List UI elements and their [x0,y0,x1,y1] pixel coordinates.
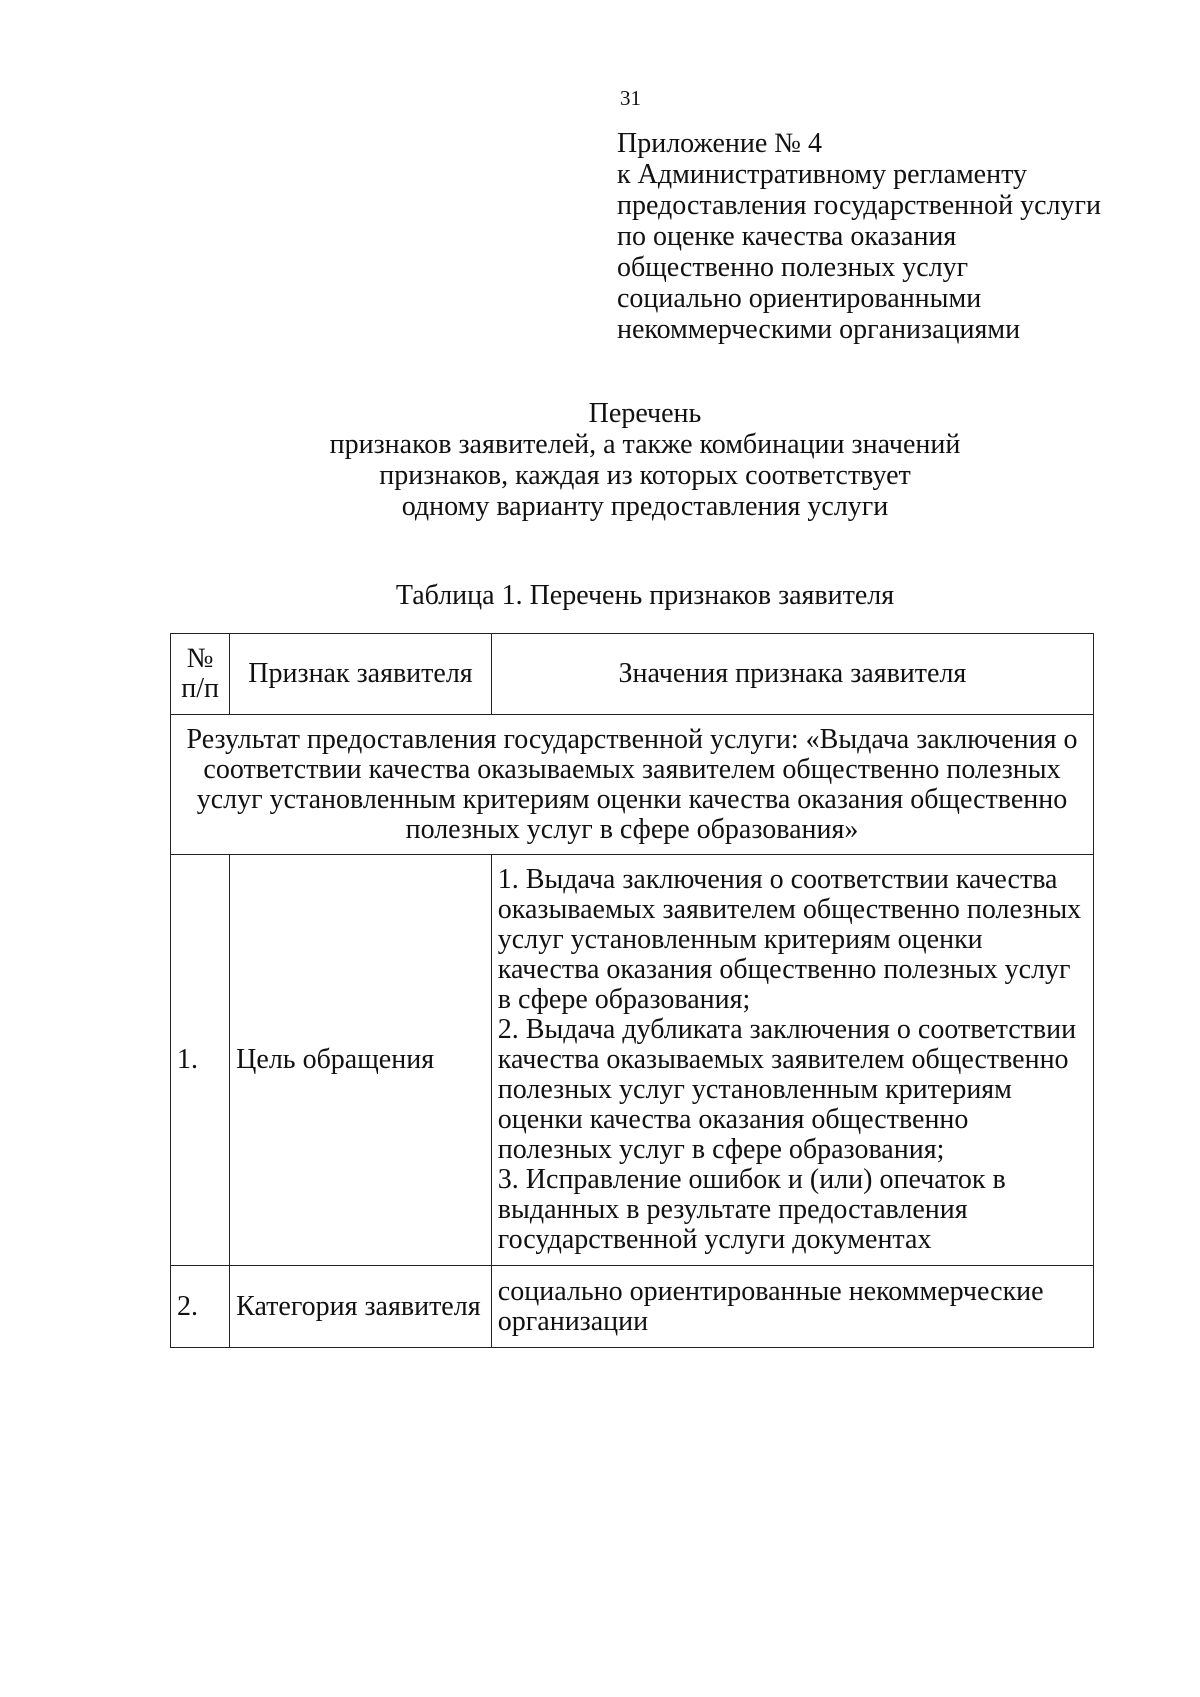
table-header-row [171,634,1094,715]
table-section-row [171,715,1094,855]
heading-line: одному варианту предоставления услуги [401,491,889,522]
table-row [171,855,1094,1266]
row-value-item: 1. Выдача заключения о соответствии качества оказываемых заявителем общественно полезных услуг установленным критериям оценки качества оказания общественно полезных услуг в сфере образования; [497,864,1082,1015]
header-number-line: № [186,643,214,674]
appendix-line: предоставления государственной услуги [617,190,1101,221]
row-number: 1. [171,855,230,1266]
appendix-note [617,128,1101,345]
appendix-line: Приложение № 4 [617,128,822,159]
appendix-line: общественно полезных услуг [617,252,969,283]
heading-line: признаков заявителей, а также комбинации значений [329,429,961,460]
applicant-criteria-table [170,633,1094,1348]
row-number: 2. [171,1266,230,1348]
appendix-line: к Административному регламенту [617,159,1027,190]
table-row [171,1266,1094,1348]
row-attribute: Категория заявителя [230,1266,492,1348]
row-values [491,855,1093,1266]
section-title: Результат предоставления государственной услуги: «Выдача заключения о соответствии качества оказываемых заявителем общественно полезных услуг установленным критериям оценки качества оказания общественно полезных услуг в сфере образования» [171,715,1094,855]
row-values [491,1266,1093,1348]
header-attribute: Признак заявителя [230,634,492,715]
row-value-item: 2. Выдача дубликата заключения о соответствии качества оказываемых заявителем общественно полезных услуг установленным критериям оценки качества оказания общественно полезных услуг в сфере образования; [497,1014,1077,1165]
appendix-line: некоммерческими организациями [617,314,1021,345]
row-value-item: социально ориентированные некоммерческие организации [497,1275,1044,1337]
header-number [171,634,230,715]
document-heading [0,398,1200,522]
row-attribute: Цель обращения [230,855,492,1266]
appendix-line: социально ориентированными [617,283,982,314]
header-number-line: п/п [181,673,219,704]
page-number: 31 [620,86,641,110]
header-values: Значения признака заявителя [491,634,1093,715]
heading-line: Перечень [588,398,702,429]
heading-line: признаков, каждая из которых соответствует [379,460,911,491]
appendix-line: по оценке качества оказания [617,221,957,252]
row-value-item: 3. Исправление ошибок и (или) опечаток в выданных в результате предоставления государственной услуги документах [497,1164,1006,1255]
table-caption: Таблица 1. Перечень признаков заявителя [395,580,895,611]
